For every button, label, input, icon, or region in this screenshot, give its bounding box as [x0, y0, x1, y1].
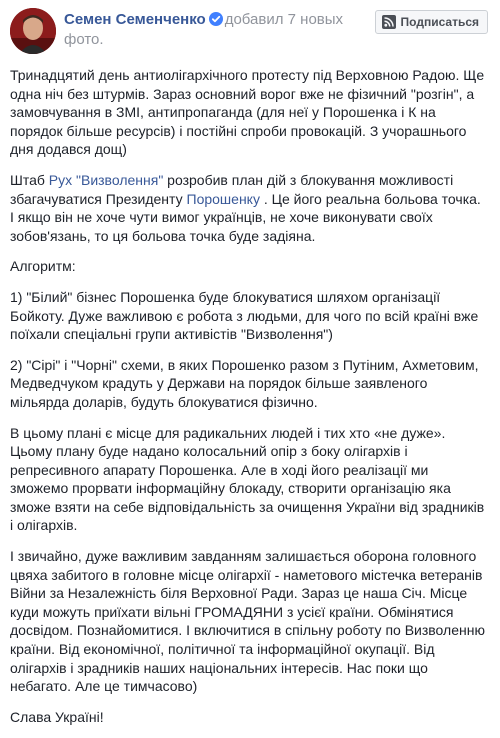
p2-rest: . Це його реальна больова точка. І якщо він не хоче чути вимог українців, не хоче виконувати своїх зобов'язань, то ця больова точка буде задіяна. [10, 190, 481, 244]
post-action-text: добавил 7 новых [224, 11, 344, 28]
avatar-portrait-icon [10, 8, 56, 54]
p2-text: розробив план дій з блокування можливості збагачуватися Президенту [10, 171, 454, 207]
post-paragraph-1: Тринадцятий день антиолігархічного протесту під Верховною Радою. Ще одна ніч без штурмів. Зараз основний ворог вже не фізичний "розгін", а замовчування в ЗМІ, антипропаганда (для неї у Порошенка і К на порядок більше ресурсів) і постійні спроби провокацій. З учорашнього дня додався дощ) [10, 67, 485, 158]
post-paragraph-7: І звичайно, дуже важливим завданням залишається оборона головного цвяха забитого в головне місце олігархії - наметового містечка ветеранів Війни за Незалежність біля Верховної Ради. Зараз це наша Січ. Місце куди можуть приїхати вільні ГРОМАДЯНИ з усієї країни. Обмінятися досвідом. Познайомитися. І включитися в спільну роботу по Визволенню країни. Від економічної, політичної та інформаційної окупації. Від олігархів і зрадників наших національних інтересів. Нас поки що небагато. Але це тимчасово) [10, 548, 485, 695]
author-line [64, 10, 364, 50]
author-name[interactable]: Семен Семенченко [64, 11, 206, 28]
p2-prefix: Штаб [10, 171, 49, 188]
verified-badge-icon [209, 12, 223, 26]
subscribe-button[interactable] [375, 10, 488, 34]
rukh-vyzvolennya-link[interactable]: Рух "Визволення" [48, 171, 164, 188]
post-paragraph-3: Алгоритм: [10, 258, 76, 275]
post-paragraph-6: В цьому плані є місце для радикальних людей і тих хто «не дуже». Цьому плану буде надано колосальний опір з боку олігархів і репресивного апарату Порошенка. Але в ході його реалізації ми зможемо прорвати інформаційну блокаду, створити організацію яка зможе взяти на себе відповідальність за очищення України від зрадників і олігархів. [10, 424, 485, 534]
post-paragraph-4: 1) "Білий" бізнес Порошенка буде блокуватися шляхом організації Бойкоту. Дуже важливою є робота з людьми, для чого по всій країні вже поїхали спеціальні групи активістів "Визволення") [10, 288, 479, 343]
post-paragraph-5: 2) "Сірі" і "Чорні" схеми, в яких Порошенко разом з Путіним, Ахметовим, Медведчуком крадуть у Держави на порядок більше заявленого мільярда доларів, будуть блокуватися фізично. [10, 356, 479, 410]
rss-icon [382, 15, 396, 29]
poroshenko-link[interactable]: Порошенку [186, 190, 260, 207]
author-avatar[interactable] [10, 8, 56, 54]
post-text [10, 66, 488, 738]
post-action-text-2[interactable]: фото. [64, 31, 104, 48]
post-header [10, 8, 494, 60]
post-paragraph-2 [10, 171, 488, 245]
post-paragraph-8: Слава Україні! [10, 708, 104, 725]
subscribe-label: Подписаться [400, 15, 479, 29]
